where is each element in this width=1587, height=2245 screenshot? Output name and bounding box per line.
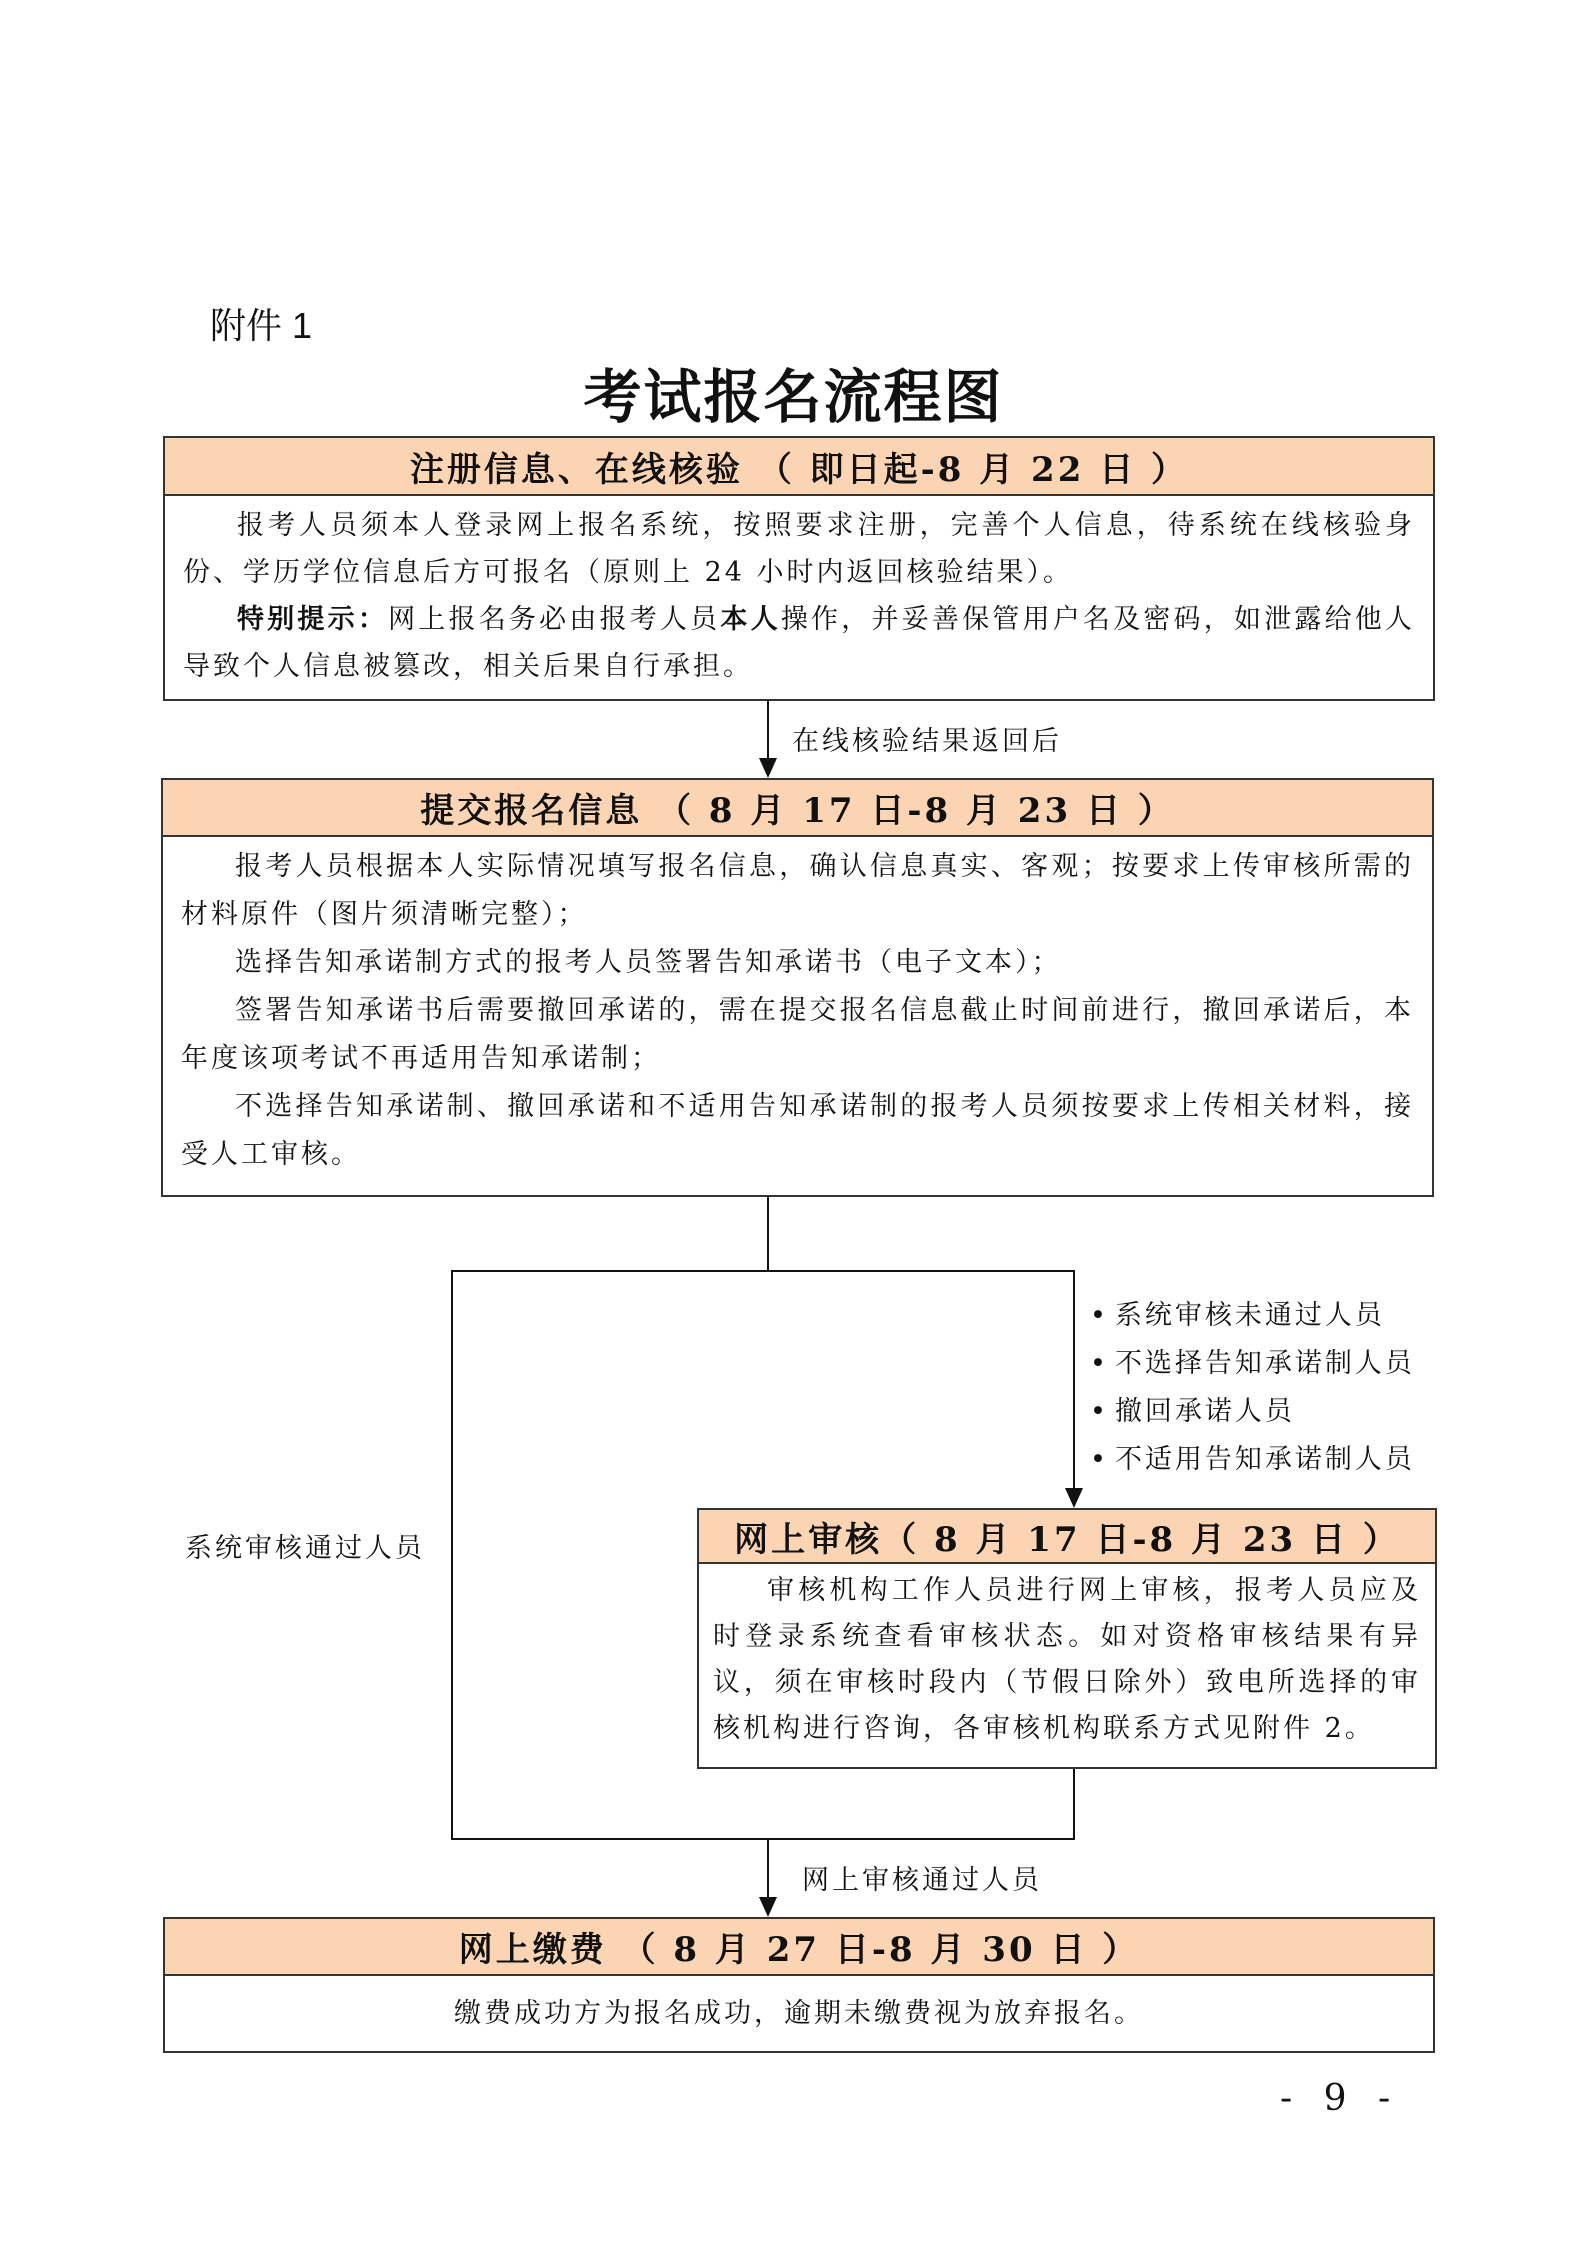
special-tip	[183, 596, 1415, 690]
arrow-down-icon	[759, 758, 777, 778]
connector-line	[767, 1838, 769, 1898]
step-submit-paragraph: 报考人员根据本人实际情况填写报名信息，确认信息真实、客观；按要求上传审核所需的材料原件（图片须清晰完整）；	[181, 851, 1414, 930]
connector-label-online-review-passed: 网上审核通过人员	[802, 1865, 1042, 1896]
step-submit-body	[163, 837, 1432, 1179]
step-submit-paragraph: 不选择告知承诺制、撤回承诺和不适用告知承诺制的报考人员须按要求上传相关材料，接受人工审核。	[181, 1091, 1414, 1170]
attachment-label: 附件 1	[210, 305, 313, 346]
manual-review-group-item: • 不适用告知承诺制人员	[1090, 1436, 1415, 1484]
step-submit-box	[161, 778, 1434, 1197]
connector-line	[767, 701, 769, 759]
branch-left-line	[451, 1270, 453, 1840]
step-payment-body	[165, 1976, 1433, 2037]
connector-line	[1073, 1769, 1075, 1840]
branch-bottom-line	[451, 1838, 1075, 1840]
manual-review-group-item: • 系统审核未通过人员	[1090, 1292, 1415, 1340]
step-register-header: 注册信息、在线核验 （ 即日起-8 月 22 日 ）	[165, 438, 1433, 496]
connector-label-system-passed: 系统审核通过人员	[185, 1533, 425, 1564]
manual-review-group-item: • 不选择告知承诺制人员	[1090, 1340, 1415, 1388]
special-tip-text-2: 操作，并妥善保管用户名及密码，如泄露给他人导致个人信息被篡改，相关后果自行承担。	[183, 604, 1416, 682]
special-tip-emphasis: 本人	[720, 604, 781, 635]
step-register-paragraph: 报考人员须本人登录网上报名系统，按照要求注册，完善个人信息，待系统在线核验身份、学历学位信息后方可报名（原则上 24 小时内返回核验结果）。	[183, 510, 1415, 588]
step-register-box	[163, 436, 1435, 701]
step-payment-paragraph: 缴费成功方为报名成功，逾期未缴费视为放弃报名。	[454, 1998, 1144, 2029]
connector-line	[767, 1197, 769, 1272]
step-review-body	[699, 1564, 1435, 1752]
step-review-header: 网上审核（ 8 月 17 日-8 月 23 日 ）	[699, 1510, 1435, 1564]
step-payment-header: 网上缴费 （ 8 月 27 日-8 月 30 日 ）	[165, 1919, 1433, 1976]
step-submit-header: 提交报名信息 （ 8 月 17 日-8 月 23 日 ）	[163, 780, 1432, 837]
arrow-down-icon	[1065, 1488, 1083, 1508]
page-number: - 9 -	[1280, 2078, 1401, 2119]
step-submit-paragraph: 选择告知承诺制方式的报考人员签署告知承诺书（电子文本）；	[235, 947, 1062, 978]
connector-label-after-verification: 在线核验结果返回后	[792, 726, 1062, 757]
manual-review-groups	[1090, 1292, 1415, 1484]
step-register-body	[165, 496, 1433, 690]
arrow-down-icon	[759, 1897, 777, 1917]
step-submit-paragraph: 签署告知承诺书后需要撤回承诺的，需在提交报名信息截止时间前进行，撤回承诺后，本年度该项考试不再适用告知承诺制；	[181, 995, 1414, 1074]
step-review-box	[697, 1508, 1437, 1769]
special-tip-text: 网上报名务必由报考人员	[388, 604, 721, 635]
branch-right-line	[1073, 1270, 1075, 1488]
branch-top-line	[451, 1270, 1075, 1272]
step-payment-box	[163, 1917, 1435, 2053]
manual-review-group-item: • 撤回承诺人员	[1090, 1388, 1415, 1436]
page-title: 考试报名流程图	[583, 363, 1004, 431]
special-tip-label: 特别提示：	[237, 604, 389, 635]
step-review-paragraph: 审核机构工作人员进行网上审核，报考人员应及时登录系统查看审核状态。如对资格审核结果有异议，须在审核时段内（节假日除外）致电所选择的审核机构进行咨询，各审核机构联系方式见附件 2。	[713, 1575, 1421, 1744]
